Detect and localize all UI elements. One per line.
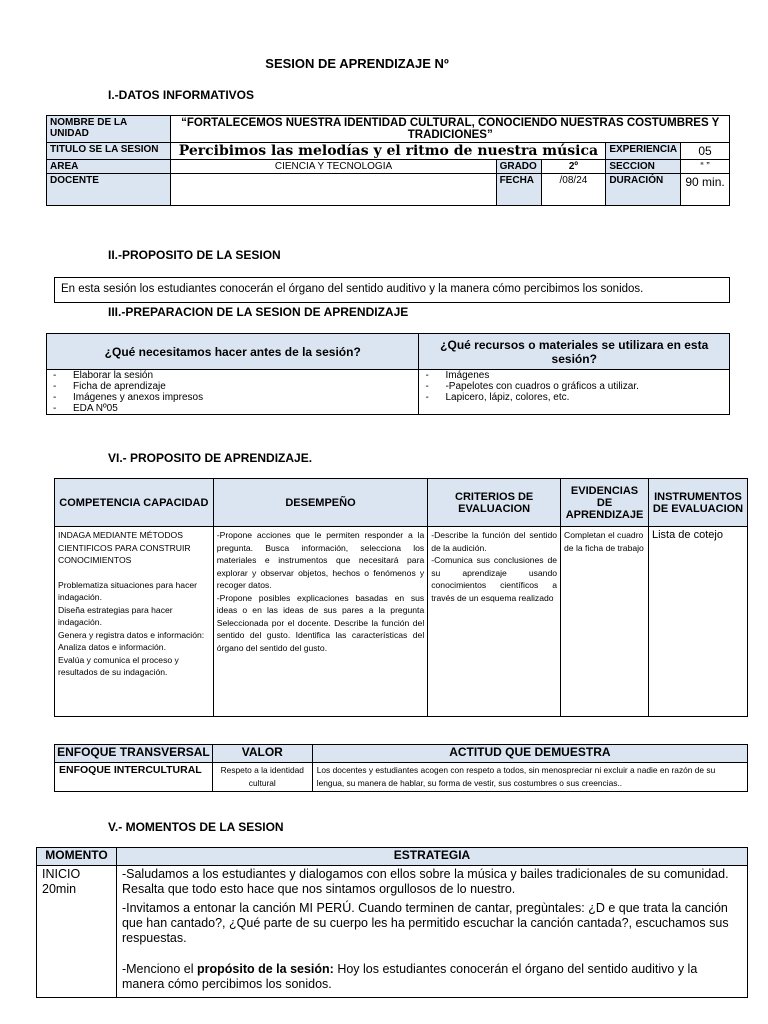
preparacion-col2-header: ¿Qué recursos o materiales se utilizara en esta sesión?	[419, 334, 730, 370]
titulo-value: Percibimos las melodías y el ritmo de nuestra música	[171, 143, 606, 160]
estrategia-text: Hoy los estudiantes conocerán el órgano del sentido auditivo y la manera cómo percibimos los sonidos.	[121, 962, 698, 991]
section-proposito-heading: II.-PROPOSITO DE LA SESION	[108, 248, 281, 262]
section-preparacion-heading: III.-PREPARACION DE LA SESION DE APRENDIZAJE	[108, 305, 409, 319]
list-item: - Elaborar la sesión	[53, 370, 418, 381]
aprendizaje-table	[54, 478, 748, 717]
enfoque-header-transversal: ENFOQUE TRANSVERSAL	[55, 745, 213, 763]
enfoque-valor: Respeto a la identidad cultural	[212, 763, 312, 792]
momento-inicio-time: 20min	[42, 882, 77, 896]
desempeno-cell	[213, 527, 428, 717]
section-aprendizaje-heading: VI.- PROPOSITO DE APRENDIZAJE.	[108, 451, 313, 465]
aprendizaje-header-instrumentos: INSTRUMENTOS DE EVALUACION	[649, 479, 748, 527]
preparacion-col1-header: ¿Qué necesitamos hacer antes de la sesión?	[47, 334, 419, 370]
list-item: - EDA Nº05	[53, 403, 418, 414]
aprendizaje-header-criterios: CRITERIOS DE EVALUACION	[428, 479, 561, 527]
estrategia-cell	[116, 866, 747, 998]
capacidad-item: Problematiza situaciones para hacer indagación.	[58, 579, 198, 602]
aprendizaje-header-competencia: COMPETENCIA CAPACIDAD	[55, 479, 214, 527]
instrumento-cell: Lista de cotejo	[649, 527, 748, 717]
titulo-label: TITULO SE LA SESION	[47, 143, 171, 160]
competencia-title: INDAGA MEDIANTE MÉTODOS CIENTIFICOS PARA CONSTRUIR CONOCIMIENTOS	[58, 530, 191, 565]
estrategia-paragraph	[122, 962, 742, 992]
proposito-text: En esta sesión los estudiantes conocerán el órgano del sentido auditivo y la manera cómo percibimos los sonidos.	[54, 277, 730, 303]
list-item: - Imágenes y anexos impresos	[53, 392, 418, 403]
enfoque-name: ENFOQUE INTERCULTURAL	[55, 763, 213, 792]
capacidad-item: Genera y registra datos e información:	[58, 629, 205, 640]
seccion-label: SECCION	[606, 160, 681, 174]
criterios-cell	[428, 527, 561, 717]
duracion-label: DURACIÓN	[606, 174, 681, 206]
grado-value: 2º	[541, 160, 606, 174]
list-item: - -Papelotes con cuadros o gráficos a utilizar.	[425, 381, 729, 392]
area-value: CIENCIA Y TECNOLOGIA	[171, 160, 496, 174]
criterio-item: -Describe la función del sentido de la audición.	[431, 530, 558, 553]
list-item: - Imágenes	[425, 370, 729, 381]
experiencia-label: EXPERIENCIA	[606, 143, 681, 160]
momento-inicio-cell	[37, 866, 117, 998]
enfoque-table	[54, 744, 748, 792]
momentos-table	[36, 847, 748, 998]
preparacion-col2	[419, 370, 730, 415]
preparacion-col1	[47, 370, 419, 415]
docente-value[interactable]	[171, 174, 496, 206]
grado-label: GRADO	[496, 160, 541, 174]
experiencia-value: 05	[681, 143, 730, 160]
list-item: - Ficha de aprendizaje	[53, 381, 418, 392]
enfoque-header-valor: VALOR	[212, 745, 312, 763]
preparacion-table	[46, 333, 730, 415]
docente-label: DOCENTE	[47, 174, 171, 206]
desempeno-item: -Propone acciones que le permiten responder a la pregunta. Busca información, selecciona los materiales e instrumentos que necesitará para explorar y observar objetos, hechos o fenómenos y recoger datos.	[216, 530, 425, 590]
enfoque-actitud: Los docentes y estudiantes acogen con respeto a todos, sin menospreciar ni excluir a nadie en razón de su lengua, su manera de hablar, su forma de vestir, sus costumbres o sus creencias..	[312, 763, 747, 792]
estrategia-text: -Menciono el	[121, 962, 198, 976]
desempeno-item: -Propone posibles explicaciones basadas en sus ideas o en las ideas de sus pares a la pregunta Seleccionada por el docente. Describe la función del sentido del gusto. Identifica las características del órgano del sentido del gusto.	[216, 592, 425, 653]
duracion-value: 90 min.	[681, 174, 730, 206]
evidencia-cell: Completan el cuadro de la ficha de trabajo	[561, 527, 649, 717]
estrategia-paragraph: -Saludamos a los estudiantes y dialogamos con ellos sobre la música y bailes tradicionales de su comunidad. Resalta que todo esto hace que nos sintamos orgullosos de lo nuestro.	[121, 867, 729, 896]
competencia-cell	[55, 527, 214, 717]
aprendizaje-header-evidencias: EVIDENCIAS DE APRENDIZAJE	[561, 479, 649, 527]
enfoque-header-actitud: ACTITUD QUE DEMUESTRA	[312, 745, 747, 763]
momento-inicio-label: INICIO	[42, 867, 81, 881]
section-datos-heading: I.-DATOS INFORMATIVOS	[108, 88, 254, 102]
capacidad-item: Analiza datos e información.	[58, 642, 166, 652]
page-title: SESION DE APRENDIZAJE Nº	[265, 56, 449, 71]
criterio-item: -Comunica sus conclusiones de su aprendizaje usando conocimientos científicos a través de un esquema realizado	[431, 555, 558, 603]
datos-table	[46, 115, 730, 206]
capacidad-item: Diseña estrategias para hacer indagación.	[58, 604, 173, 627]
estrategia-paragraph: -Invitamos a entonar la canción MI PERÚ. Cuando terminen de cantar, pregùntales: ¿D e que trata la canción que han cantado?, ¿Qué parte de su cuerpo les ha permitido escuchar la canción cantada?, escuchamos sus respuestas.	[121, 901, 729, 945]
estrategia-bold: propósito de la sesión:	[197, 962, 334, 976]
fecha-value: /08/24	[541, 174, 606, 206]
capacidad-item: Evalúa y comunica el proceso y resultados de su indagación.	[58, 654, 179, 677]
fecha-label: FECHA	[496, 174, 541, 206]
aprendizaje-header-desempeno: DESEMPEÑO	[213, 479, 428, 527]
unidad-label: NOMBRE DE LA UNIDAD	[47, 116, 171, 143]
area-label: AREA	[47, 160, 171, 174]
unidad-value: “FORTALECEMOS NUESTRA IDENTIDAD CULTURAL, CONOCIENDO NUESTRAS COSTUMBRES Y TRADICIONES”	[171, 116, 730, 143]
momentos-header-momento: MOMENTO	[37, 848, 117, 866]
section-momentos-heading: V.- MOMENTOS DE LA SESION	[108, 820, 284, 834]
list-item: - Lapicero, lápiz, colores, etc.	[425, 392, 729, 403]
momentos-header-estrategia: ESTRATEGIA	[116, 848, 747, 866]
seccion-value: “ ”	[681, 160, 730, 174]
